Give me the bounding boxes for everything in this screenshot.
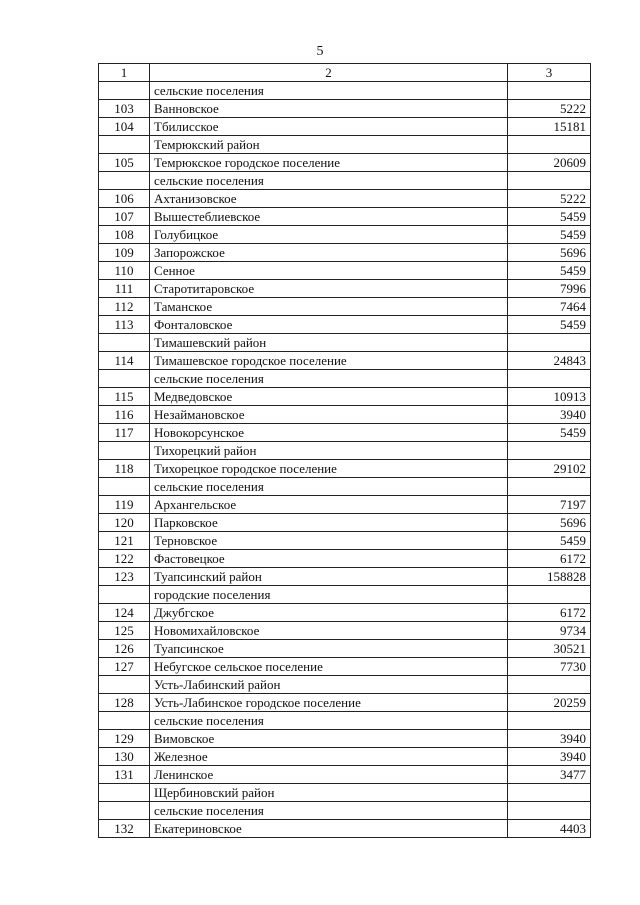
table-header-row [99,64,591,82]
table-row [99,550,591,568]
row-value-cell: 5459 [508,208,591,226]
table-row [99,154,591,172]
row-value-cell [508,802,591,820]
table-row [99,208,591,226]
table-row [99,478,591,496]
row-value-cell [508,136,591,154]
row-number-cell [99,442,150,460]
row-number-cell [99,676,150,694]
table-row [99,676,591,694]
row-value-cell [508,784,591,802]
row-name-cell: Екатериновское [150,820,508,838]
row-number-cell: 129 [99,730,150,748]
row-number-cell [99,712,150,730]
row-name-cell: Усть-Лабинское городское поселение [150,694,508,712]
table-row [99,730,591,748]
row-name-cell: Голубицкое [150,226,508,244]
header-cell-number: 1 [99,64,150,82]
row-name-cell: Вимовское [150,730,508,748]
table-row [99,352,591,370]
row-name-cell: Джубгское [150,604,508,622]
table-row [99,244,591,262]
table-row [99,82,591,100]
row-number-cell: 121 [99,532,150,550]
row-name-cell: сельские поселения [150,802,508,820]
row-number-cell: 128 [99,694,150,712]
row-value-cell: 7730 [508,658,591,676]
row-name-cell: Ленинское [150,766,508,784]
row-number-cell: 130 [99,748,150,766]
row-name-cell: Тихорецкий район [150,442,508,460]
row-number-cell: 108 [99,226,150,244]
row-number-cell: 116 [99,406,150,424]
table-row [99,532,591,550]
table-row [99,658,591,676]
row-number-cell: 118 [99,460,150,478]
table-row [99,262,591,280]
row-name-cell: Усть-Лабинский район [150,676,508,694]
row-name-cell: Старотитаровское [150,280,508,298]
row-number-cell: 115 [99,388,150,406]
row-name-cell: Новомихайловское [150,622,508,640]
row-name-cell: Тбилисское [150,118,508,136]
row-value-cell: 7464 [508,298,591,316]
row-value-cell: 5459 [508,226,591,244]
row-value-cell: 15181 [508,118,591,136]
table-row [99,226,591,244]
row-number-cell: 113 [99,316,150,334]
row-name-cell: Вышестеблиевское [150,208,508,226]
row-name-cell: сельские поселения [150,478,508,496]
row-name-cell: Парковское [150,514,508,532]
row-number-cell [99,586,150,604]
table-row [99,694,591,712]
row-value-cell [508,442,591,460]
row-value-cell [508,172,591,190]
table-row [99,136,591,154]
table-body [99,64,591,838]
row-value-cell: 5696 [508,514,591,532]
row-number-cell: 122 [99,550,150,568]
table-row [99,370,591,388]
table-row [99,190,591,208]
row-number-cell [99,172,150,190]
row-value-cell: 4403 [508,820,591,838]
table-row [99,280,591,298]
row-number-cell [99,82,150,100]
row-number-cell: 119 [99,496,150,514]
row-number-cell: 131 [99,766,150,784]
table-row [99,604,591,622]
row-name-cell: Туапсинское [150,640,508,658]
row-value-cell: 29102 [508,460,591,478]
header-cell-value: 3 [508,64,591,82]
row-name-cell: Сенное [150,262,508,280]
row-number-cell: 112 [99,298,150,316]
table-row [99,820,591,838]
table-row [99,298,591,316]
row-number-cell: 117 [99,424,150,442]
row-number-cell: 103 [99,100,150,118]
row-name-cell: Темрюкское городское поселение [150,154,508,172]
row-number-cell: 109 [99,244,150,262]
allocation-table [98,63,591,838]
row-name-cell: Ахтанизовское [150,190,508,208]
row-name-cell: Архангельское [150,496,508,514]
row-value-cell: 5459 [508,316,591,334]
table-row [99,334,591,352]
row-number-cell [99,370,150,388]
row-name-cell: Фонталовское [150,316,508,334]
row-name-cell: сельские поселения [150,370,508,388]
row-name-cell: сельские поселения [150,82,508,100]
row-name-cell: городские поселения [150,586,508,604]
row-number-cell: 107 [99,208,150,226]
row-number-cell: 105 [99,154,150,172]
row-name-cell: Незаймановское [150,406,508,424]
row-number-cell: 114 [99,352,150,370]
row-number-cell: 126 [99,640,150,658]
row-name-cell: Тимашевский район [150,334,508,352]
row-name-cell: сельские поселения [150,172,508,190]
table-row [99,586,591,604]
row-value-cell [508,478,591,496]
row-value-cell [508,334,591,352]
row-name-cell: Темрюкский район [150,136,508,154]
row-value-cell: 5459 [508,424,591,442]
row-name-cell: Тихорецкое городское поселение [150,460,508,478]
row-number-cell: 104 [99,118,150,136]
row-name-cell: Тимашевское городское поселение [150,352,508,370]
row-value-cell [508,676,591,694]
table-row [99,496,591,514]
row-value-cell: 5696 [508,244,591,262]
row-number-cell: 125 [99,622,150,640]
row-value-cell: 20609 [508,154,591,172]
row-value-cell: 5459 [508,532,591,550]
table-row [99,100,591,118]
table-row [99,748,591,766]
row-value-cell: 24843 [508,352,591,370]
row-name-cell: Фастовецкое [150,550,508,568]
row-name-cell: сельские поселения [150,712,508,730]
row-number-cell: 132 [99,820,150,838]
row-number-cell: 124 [99,604,150,622]
row-number-cell: 111 [99,280,150,298]
table-row [99,460,591,478]
table-row [99,802,591,820]
row-number-cell: 106 [99,190,150,208]
row-value-cell [508,370,591,388]
table-row [99,442,591,460]
row-number-cell [99,784,150,802]
row-name-cell: Небугское сельское поселение [150,658,508,676]
table-row [99,388,591,406]
header-cell-name: 2 [150,64,508,82]
row-number-cell: 110 [99,262,150,280]
row-name-cell: Новокорсунское [150,424,508,442]
table-row [99,640,591,658]
row-value-cell [508,82,591,100]
row-value-cell: 6172 [508,550,591,568]
row-name-cell: Терновское [150,532,508,550]
table-row [99,784,591,802]
row-value-cell: 30521 [508,640,591,658]
row-number-cell [99,334,150,352]
row-value-cell [508,712,591,730]
row-value-cell: 9734 [508,622,591,640]
row-number-cell [99,478,150,496]
table-row [99,406,591,424]
row-number-cell [99,136,150,154]
row-value-cell: 6172 [508,604,591,622]
row-name-cell: Щербиновский район [150,784,508,802]
row-number-cell: 127 [99,658,150,676]
row-name-cell: Медведовское [150,388,508,406]
table-row [99,424,591,442]
row-number-cell: 123 [99,568,150,586]
row-value-cell: 3940 [508,748,591,766]
table-row [99,118,591,136]
row-number-cell: 120 [99,514,150,532]
row-name-cell: Таманское [150,298,508,316]
row-value-cell: 3940 [508,730,591,748]
table-row [99,622,591,640]
table-row [99,172,591,190]
row-value-cell: 3477 [508,766,591,784]
row-value-cell: 3940 [508,406,591,424]
row-name-cell: Ванновское [150,100,508,118]
table-row [99,712,591,730]
table-row [99,316,591,334]
row-value-cell: 158828 [508,568,591,586]
page-number: 5 [316,44,324,59]
row-value-cell: 10913 [508,388,591,406]
row-name-cell: Туапсинский район [150,568,508,586]
row-name-cell: Запорожское [150,244,508,262]
row-value-cell: 7996 [508,280,591,298]
row-value-cell: 5459 [508,262,591,280]
table-row [99,568,591,586]
row-value-cell: 20259 [508,694,591,712]
row-number-cell [99,802,150,820]
row-value-cell [508,586,591,604]
row-value-cell: 7197 [508,496,591,514]
table-row [99,766,591,784]
row-name-cell: Железное [150,748,508,766]
row-value-cell: 5222 [508,100,591,118]
row-value-cell: 5222 [508,190,591,208]
table-row [99,514,591,532]
